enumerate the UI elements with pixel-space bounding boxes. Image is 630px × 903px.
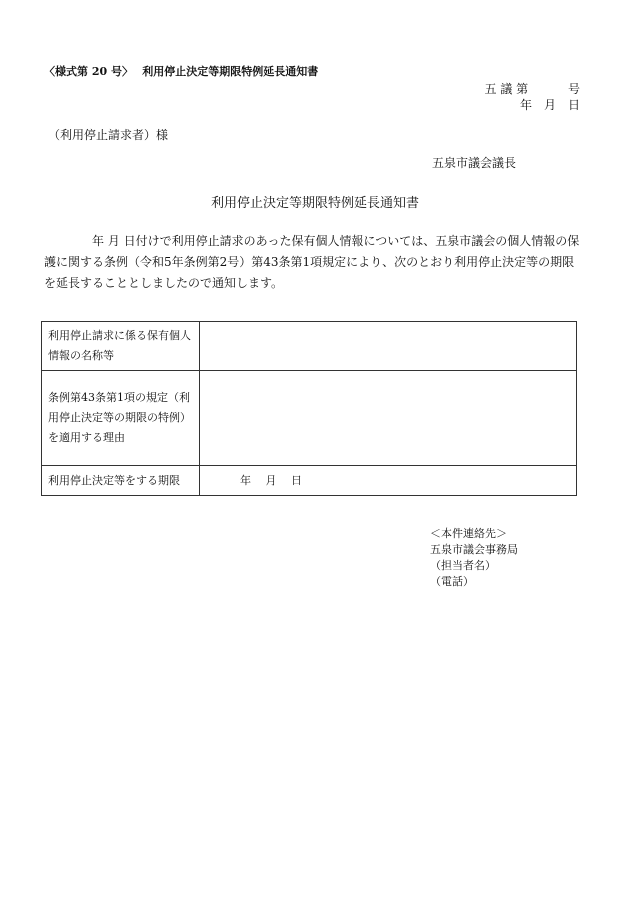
table-value-cell bbox=[200, 371, 577, 466]
table-row-2 bbox=[42, 371, 577, 466]
sender: 五泉市議会議長 bbox=[432, 156, 517, 170]
table-row-1 bbox=[42, 322, 577, 371]
contact-block bbox=[430, 526, 518, 590]
document-date: 年 月 日 bbox=[519, 98, 580, 112]
table-label-cell: 条例第43条第1項の規定（利用停止決定等の期限の特例）を適用する理由 bbox=[42, 371, 200, 466]
addressee: （利用停止請求者）様 bbox=[48, 128, 169, 142]
body-paragraph: 年 月 日付けで利用停止請求のあった保有個人情報については、五泉市議会の個人情報の保護に関する条例（令和5年条例第2号）第43条第1項規定により、次のとおり利用停止決定等の期限を延長することとしましたので通知します。 bbox=[44, 234, 580, 290]
contact-office: 五泉市議会事務局 bbox=[430, 543, 518, 556]
document-number: 五 議 第 号 bbox=[484, 82, 580, 96]
form-label: 〈様式第 20 号〉 利用停止決定等期限特例延長通知書 bbox=[44, 65, 319, 78]
contact-phone: （電話） bbox=[430, 575, 474, 588]
info-table bbox=[41, 321, 577, 496]
table-label-cell: 利用停止決定等をする期限 bbox=[42, 466, 200, 496]
contact-person: （担当者名） bbox=[430, 559, 496, 572]
table-value-cell bbox=[200, 322, 577, 371]
contact-heading: ＜本件連絡先＞ bbox=[430, 527, 507, 540]
table-row-3 bbox=[42, 466, 577, 496]
document-title: 利用停止決定等期限特例延長通知書 bbox=[210, 196, 419, 211]
table-label-cell: 利用停止請求に係る保有個人情報の名称等 bbox=[42, 322, 200, 371]
table-value-cell: 年 月 日 bbox=[200, 466, 577, 496]
